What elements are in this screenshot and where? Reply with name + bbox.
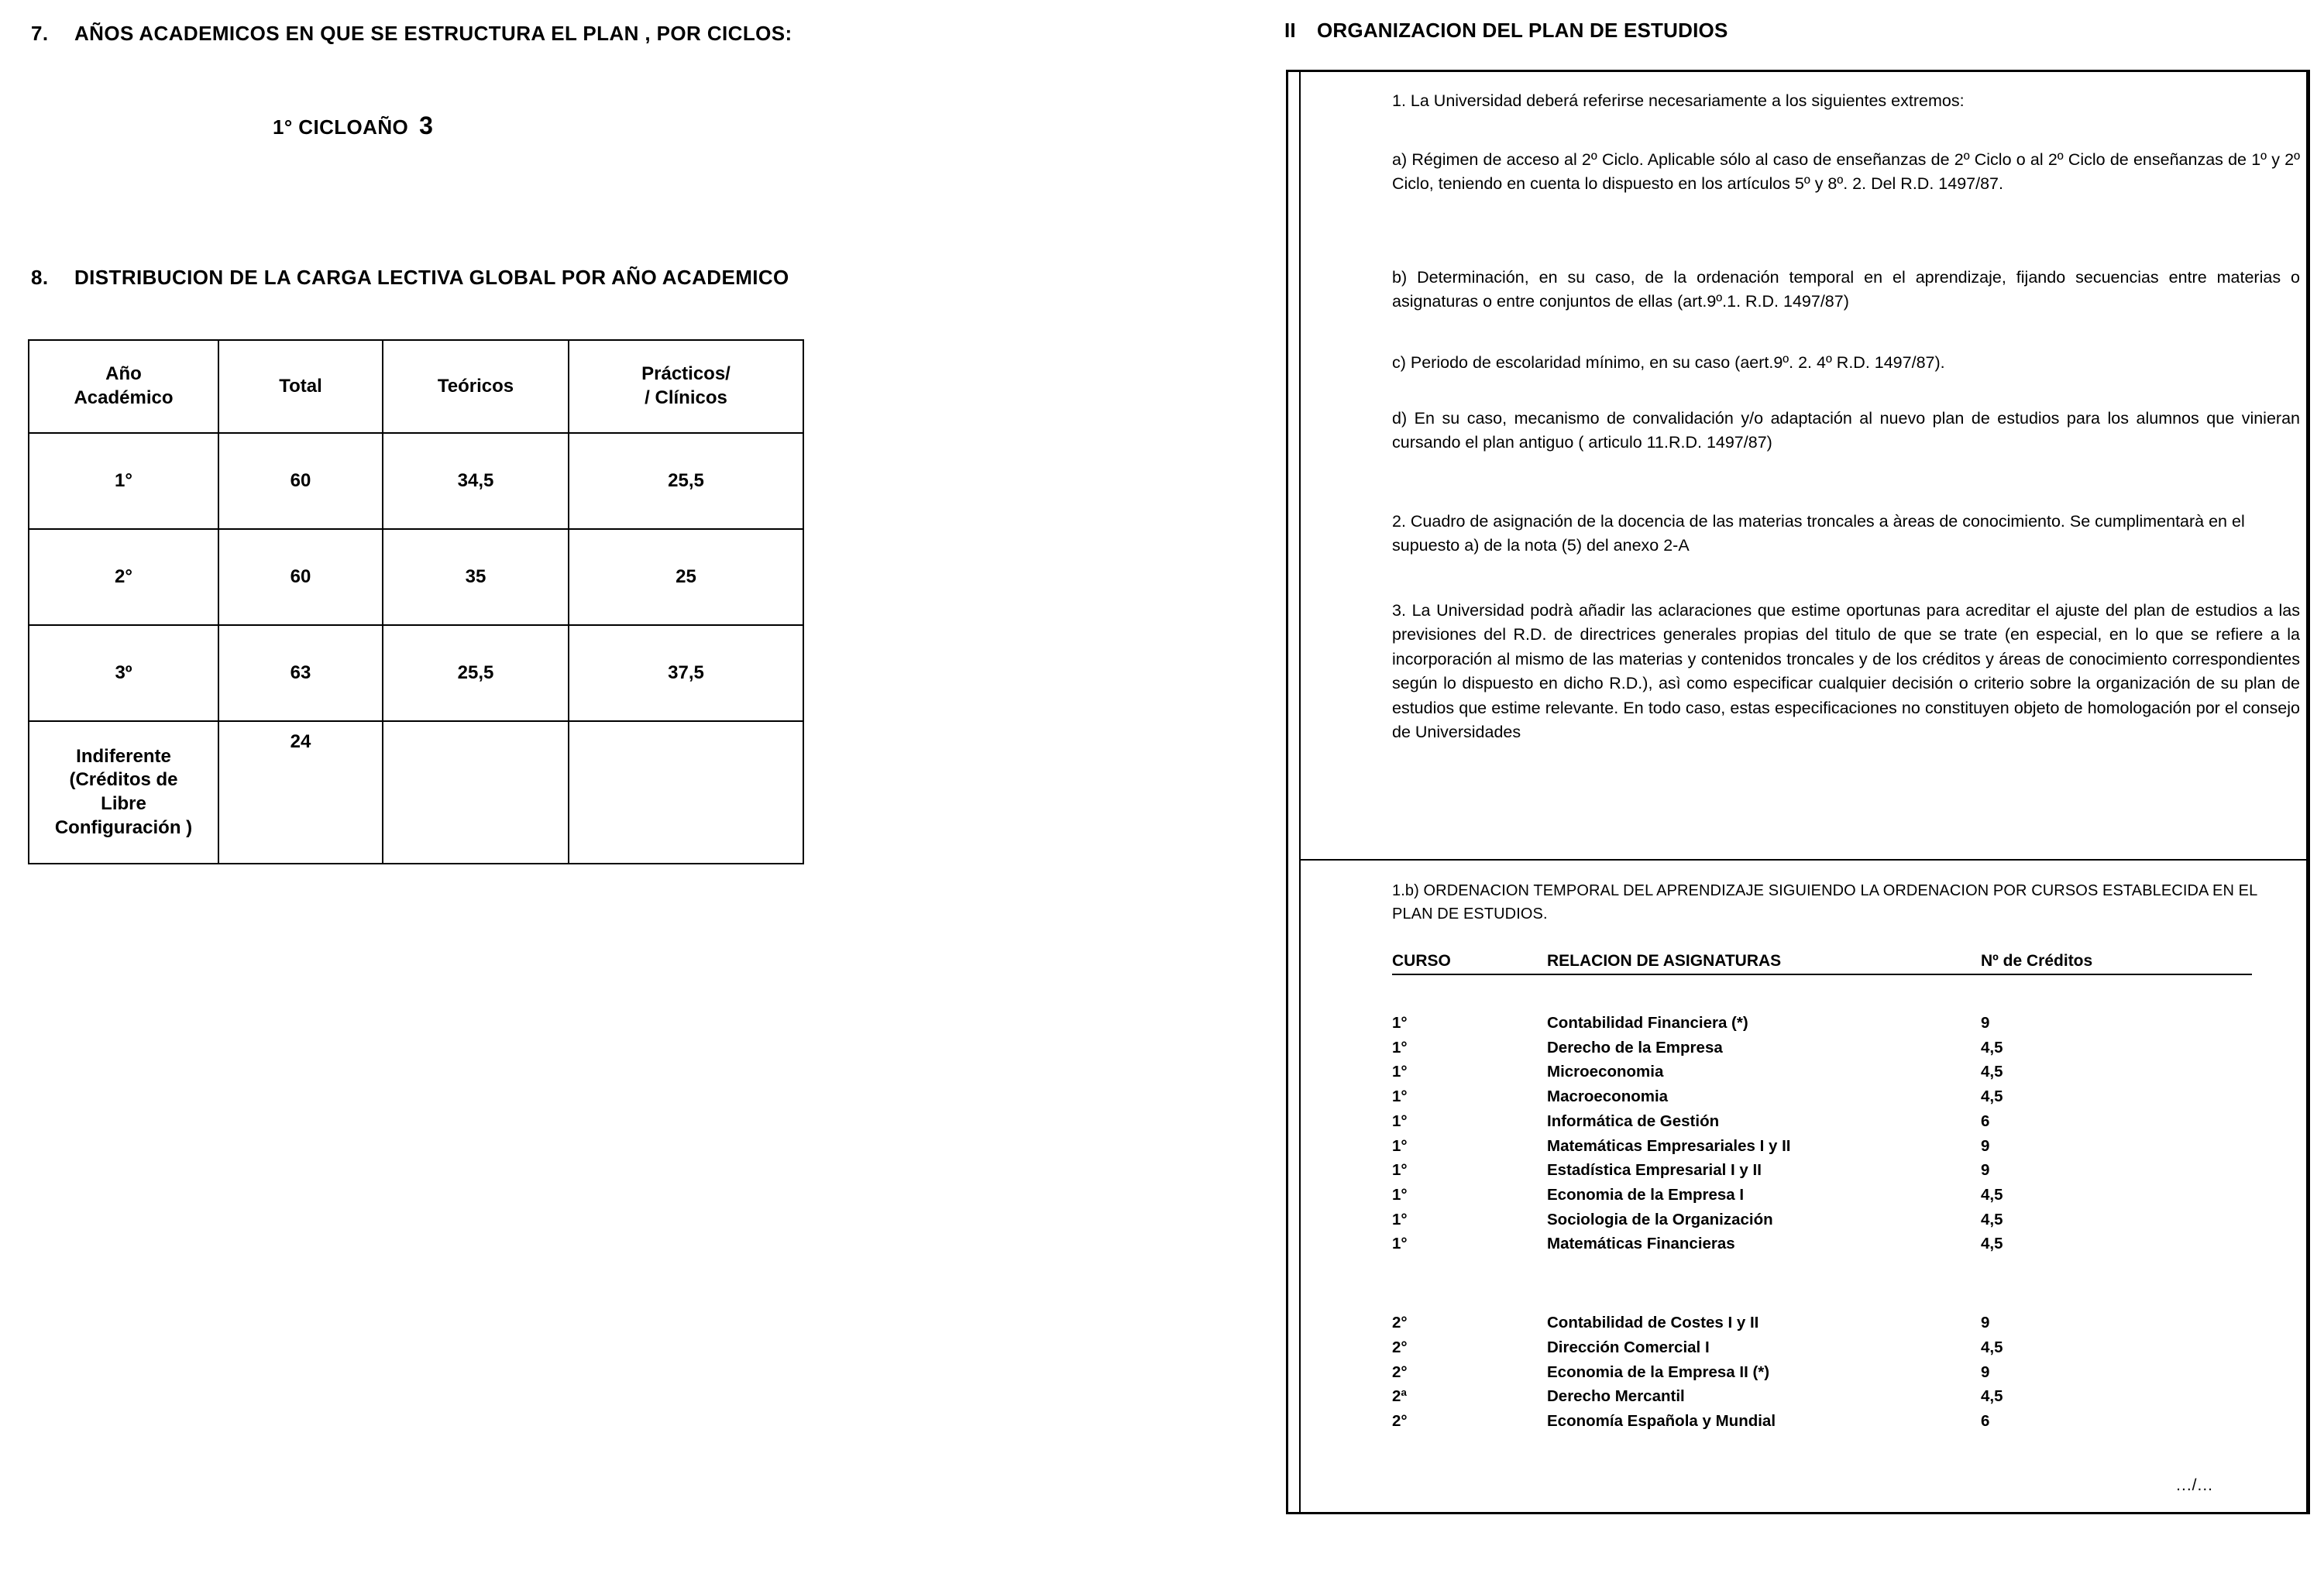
table-row: [29, 433, 803, 529]
section-8-number: 8.: [31, 266, 49, 289]
cell-creditos: 4,5: [1981, 1038, 2003, 1057]
cell-creditos: 4,5: [1981, 1235, 2003, 1253]
cell-indiferente-practicos: [569, 721, 803, 864]
cell-creditos: 9: [1981, 1314, 1990, 1332]
cell-year: 3º: [29, 625, 218, 721]
box-right-edge: [2306, 72, 2308, 859]
cell-curso: 1°: [1392, 1014, 1408, 1032]
ciclo-label: 1° CICLOAÑO: [273, 115, 409, 139]
cell-creditos: 6: [1981, 1112, 1990, 1130]
cell-asignatura: Economia de la Empresa I: [1547, 1186, 1745, 1204]
table-row: [29, 529, 803, 625]
cell-curso: 1°: [1392, 1112, 1408, 1130]
cell-creditos: 4,5: [1981, 1338, 2003, 1356]
cell-asignatura: Economía Española y Mundial: [1547, 1412, 1776, 1431]
cell-asignatura: Sociologia de la Organización: [1547, 1210, 1773, 1228]
section-7-heading: [31, 22, 792, 46]
cell-asignatura: Macroeconomia: [1547, 1087, 1669, 1106]
cell-creditos: 4,5: [1981, 1210, 2003, 1228]
cell-curso: 1°: [1392, 1038, 1408, 1057]
carga-lectiva-table: [28, 339, 804, 864]
cell-indiferente-label: [29, 721, 218, 864]
gap-cell: [1981, 1256, 2252, 1311]
asignatura-row: [1392, 1232, 2252, 1256]
cell-asignatura: Matemáticas Empresariales I y II: [1547, 1136, 1791, 1155]
indiferente-line2: (Créditos de: [69, 769, 178, 791]
table-row: [29, 625, 803, 721]
year-gap-row: [1392, 1256, 2252, 1311]
indiferente-line1: Indiferente: [76, 745, 171, 767]
column-header-asignaturas-label: RELACION DE ASIGNATURAS: [1547, 952, 1782, 970]
column-header-curso-label: CURSO: [1392, 952, 1451, 970]
table-header-row: [29, 340, 803, 433]
cell-asignatura: Derecho Mercantil: [1547, 1387, 1685, 1406]
asignatura-row: [1392, 1183, 2252, 1208]
cell-curso: 1°: [1392, 1210, 1408, 1228]
cell-asignatura: Economia de la Empresa II (*): [1547, 1362, 1770, 1381]
indiferente-line3: Libre: [101, 793, 146, 814]
cell-total: 63: [218, 625, 383, 721]
asignatura-row: [1392, 1208, 2252, 1232]
organizacion-outer-box: [1286, 70, 2310, 1514]
paragraph-b: b) Determinación, en su caso, de la ordenación temporal en el aprendizaje, fijando secuencias entre materias o asignaturas o entre conjuntos de ellas (art.9º.1. R.D. 1497/87): [1392, 268, 2300, 311]
column-header-curso: [1392, 952, 1547, 974]
asignatura-row: [1392, 1158, 2252, 1183]
cell-creditos: 4,5: [1981, 1186, 2003, 1204]
cell-asignatura: Contabilidad de Costes I y II: [1547, 1314, 1759, 1332]
cell-creditos: 9: [1981, 1136, 1990, 1155]
spacer-cell: [1981, 974, 2252, 1011]
asignatura-row: [1392, 1109, 2252, 1134]
cell-curso: 1°: [1392, 1235, 1408, 1253]
organizacion-heading: [1284, 19, 1728, 43]
column-header-year-line1: Año: [105, 363, 142, 385]
asignatura-row: [1392, 1360, 2252, 1385]
ciclo-year-line: [273, 112, 433, 140]
section-8-title: DISTRIBUCION DE LA CARGA LECTIVA GLOBAL POR AÑO ACADEMICO: [74, 266, 789, 289]
paragraph-a: a) Régimen de acceso al 2º Ciclo. Aplicable sólo al caso de enseñanzas de 2º Ciclo o al 2º Ciclo de enseñanzas de 1º y 2º Ciclo, teniendo en cuenta lo dispuesto en los artículos 5º y 8º. 2. Del R.D. 1497/87.: [1392, 150, 2300, 194]
cell-teoricos: 35: [383, 529, 569, 625]
column-header-teoricos: Teóricos: [383, 340, 569, 433]
section-roman-numeral: II: [1284, 19, 1296, 42]
gap-cell: [1392, 1256, 1547, 1311]
cell-curso: 2°: [1392, 1338, 1408, 1356]
column-header-creditos: [1981, 952, 2252, 974]
asignatura-row: [1392, 1384, 2252, 1409]
paragraph-1: 1. La Universidad deberá referirse necesariamente a los siguientes extremos:: [1392, 91, 1965, 110]
cell-creditos: 4,5: [1981, 1087, 2003, 1106]
column-header-practicos-line2: / Clínicos: [645, 387, 727, 408]
ordenacion-title: 1.b) ORDENACION TEMPORAL DEL APRENDIZAJE SIGUIENDO LA ORDENACION POR CURSOS ESTABLECIDA EN EL PLAN DE ESTUDIOS.: [1392, 882, 2257, 923]
cell-creditos: 4,5: [1981, 1387, 2003, 1406]
cell-practicos: 37,5: [569, 625, 803, 721]
paragraph-d: d) En su caso, mecanismo de convalidación y/o adaptación al nuevo plan de estudios para los alumnos que vinieran cursando el plan antiguo ( articulo 11.R.D. 1497/87): [1392, 409, 2300, 452]
cell-creditos: 9: [1981, 1362, 1990, 1381]
asignaturas-table: [1392, 952, 2252, 1434]
spacer-cell: [1547, 974, 1981, 1011]
cell-creditos: 6: [1981, 1412, 1990, 1431]
indiferente-line4: Configuración ): [54, 816, 193, 838]
requisitos-box: [1299, 72, 2308, 861]
asignatura-row: [1392, 1335, 2252, 1360]
cell-curso: 1°: [1392, 1087, 1408, 1106]
cell-asignatura: Matemáticas Financieras: [1547, 1235, 1735, 1253]
column-header-year: [29, 340, 218, 433]
paragraph-3: 3. La Universidad podrà añadir las aclaraciones que estime oportunas para acreditar el ajuste del plan de estudios a las previsiones del R.D. de directrices generales propias del titulo de que se trate (en especial, en lo que se refiere a la incorporación al mismo de las materias y contenidos troncales y de los créditos y áreas de conocimiento correspondientes según lo dispuesto en dicho R.D.), asì como especificar cualquier decisión o criterio sobre la organización de su plan de estudios que estime relevante. En todo caso, estas especificaciones no constituyen objeto de homologación por el consejo de Universidades: [1392, 601, 2300, 741]
asignatura-row: [1392, 1409, 2252, 1434]
column-header-practicos: [569, 340, 803, 433]
cell-year: 1°: [29, 433, 218, 529]
column-header-year-line2: Académico: [74, 387, 174, 408]
column-header-asignaturas: [1547, 952, 1981, 974]
cell-curso: 1°: [1392, 1136, 1408, 1155]
cell-asignatura: Derecho de la Empresa: [1547, 1038, 1723, 1057]
paragraph-2: 2. Cuadro de asignación de la docencia de las materias troncales a àreas de conocimiento. Se cumplimentarà en el supuesto a) de la nota (5) del anexo 2-A: [1392, 512, 2245, 555]
asignatura-row: [1392, 1036, 2252, 1060]
cell-curso: 2°: [1392, 1412, 1408, 1431]
column-header-practicos-line1: Prácticos/: [641, 363, 731, 385]
right-column: [1278, 0, 2324, 1584]
ciclo-value: 3: [419, 112, 434, 139]
gap-cell: [1547, 1256, 1981, 1311]
column-header-creditos-label: Nº de Créditos: [1981, 952, 2093, 970]
column-header-total: Total: [218, 340, 383, 433]
cell-asignatura: Microeconomia: [1547, 1063, 1664, 1081]
paragraph-c: c) Periodo de escolaridad mínimo, en su caso (aert.9º. 2. 4º R.D. 1497/87).: [1392, 353, 1945, 372]
cell-year: 2°: [29, 529, 218, 625]
cell-curso: 1°: [1392, 1186, 1408, 1204]
asignatura-row: [1392, 1084, 2252, 1109]
asignatura-row: [1392, 1060, 2252, 1084]
cell-total: 60: [218, 529, 383, 625]
spacer-cell: [1392, 974, 1547, 1011]
cell-asignatura: Estadística Empresarial I y II: [1547, 1161, 1762, 1180]
cell-asignatura: Contabilidad Financiera (*): [1547, 1014, 1748, 1032]
cell-indiferente-teoricos: [383, 721, 569, 864]
cell-total: 60: [218, 433, 383, 529]
asignatura-row: [1392, 1134, 2252, 1159]
cell-curso: 1°: [1392, 1161, 1408, 1180]
cell-asignatura: Dirección Comercial I: [1547, 1338, 1710, 1356]
cell-curso: 1°: [1392, 1063, 1408, 1081]
organizacion-title: ORGANIZACION DEL PLAN DE ESTUDIOS: [1317, 19, 1728, 42]
cell-indiferente-total: 24: [218, 721, 383, 864]
spacer-row: [1392, 974, 2252, 1011]
section-8-heading: [31, 266, 789, 290]
cell-curso: 2ª: [1392, 1387, 1407, 1406]
asignatura-row: [1392, 1311, 2252, 1335]
cell-teoricos: 25,5: [383, 625, 569, 721]
cell-curso: 2°: [1392, 1314, 1408, 1332]
cell-creditos: 4,5: [1981, 1063, 2003, 1081]
asignatura-row: [1392, 1011, 2252, 1036]
asignaturas-header-row: [1392, 952, 2252, 974]
ordenacion-temporal-box: [1299, 861, 2308, 1512]
cell-asignatura: Informática de Gestión: [1547, 1112, 1720, 1130]
continuation-marker: .../...: [2176, 1476, 2213, 1494]
cell-curso: 2°: [1392, 1362, 1408, 1381]
section-7-number: 7.: [31, 22, 49, 45]
cell-practicos: 25,5: [569, 433, 803, 529]
section-7-title: AÑOS ACADEMICOS EN QUE SE ESTRUCTURA EL PLAN , POR CICLOS:: [74, 22, 792, 45]
cell-teoricos: 34,5: [383, 433, 569, 529]
cell-creditos: 9: [1981, 1161, 1990, 1180]
cell-creditos: 9: [1981, 1014, 1990, 1032]
cell-practicos: 25: [569, 529, 803, 625]
table-row-indiferente: [29, 721, 803, 864]
